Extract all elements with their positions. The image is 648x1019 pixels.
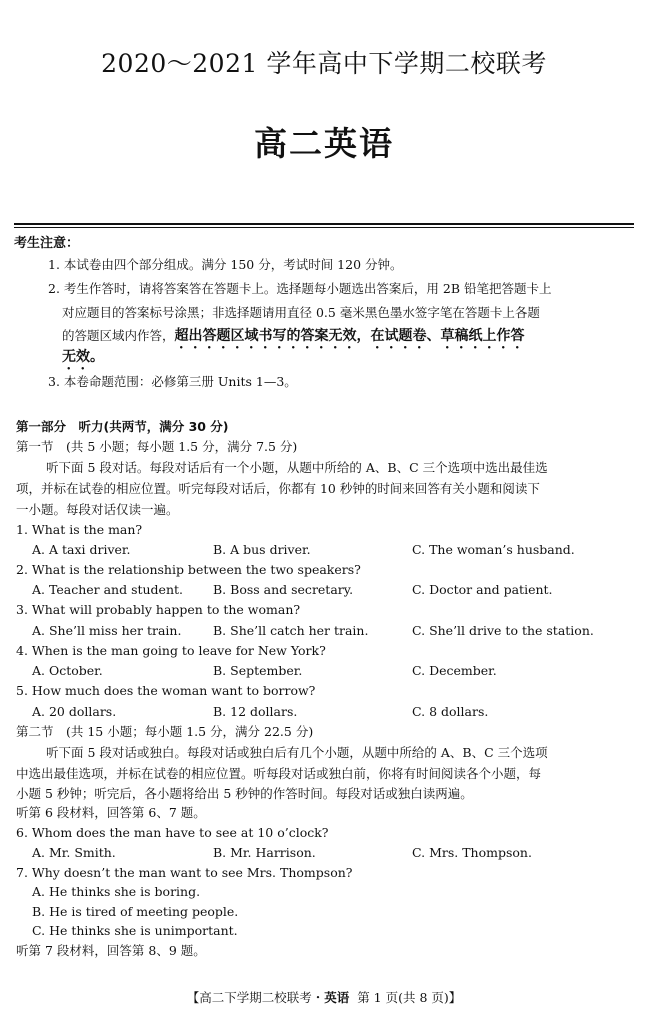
notice-heading: 考生注意： xyxy=(14,236,80,251)
question-3-option-b: B. She’ll catch her train. xyxy=(213,623,369,638)
question-6-option-c: C. Mrs. Thompson. xyxy=(412,845,532,860)
question-7-option-b: B. He is tired of meeting people. xyxy=(32,904,239,919)
question-1-option-a: A. A taxi driver. xyxy=(32,542,131,557)
question-1: 1. What is the man? xyxy=(16,522,143,537)
notice-item-2-line-1: 2. 考生作答时，请将答案答在答题卡上。选择题每小题选出答案后，用 2B 铅笔把答题卡上 xyxy=(48,281,552,296)
footer-page: 第 1 页(共 8 页)】 xyxy=(357,990,462,1005)
part-1-heading: 第一部分 听力(共两节，满分 30 分) xyxy=(16,419,229,434)
question-5-option-c: C. 8 dollars. xyxy=(412,704,489,719)
section-2-instruction-3: 小题 5 秒钟；听完后，各小题将给出 5 秒钟的作答时间。每段对话或独白读两遍。 xyxy=(16,786,473,801)
section-1-instruction-1: 听下面 5 段对话。每段对话后有一个小题，从题中所给的 A、B、C 三个选项中选出最佳选 xyxy=(46,460,548,475)
header-rule-thick xyxy=(14,223,634,225)
question-7-option-a: A. He thinks she is boring. xyxy=(32,884,201,899)
question-3-option-a: A. She’ll miss her train. xyxy=(32,623,182,638)
question-4-option-a: A. October. xyxy=(32,663,103,678)
question-5: 5. How much does the woman want to borrow? xyxy=(16,683,316,698)
question-5-option-b: B. 12 dollars. xyxy=(213,704,298,719)
page-footer xyxy=(0,988,648,1006)
notice-item-2-emphasis-end: 无效。 xyxy=(62,349,104,365)
question-2-option-c: C. Doctor and patient. xyxy=(412,582,553,597)
question-4-option-c: C. December. xyxy=(412,663,497,678)
notice-item-3: 3. 本卷命题范围：必修第三册 Units 1—3。 xyxy=(48,374,297,389)
footer-exam: 【高二下学期二校联考・ xyxy=(186,990,325,1005)
material-7-instruction: 听第 7 段材料，回答第 8、9 题。 xyxy=(16,943,206,958)
notice-item-2-text: 的答题区域内作答， xyxy=(62,328,175,343)
section-2-heading: 第二节 (共 15 小题；每小题 1.5 分，满分 22.5 分) xyxy=(16,724,314,739)
notice-item-2-line-2: 对应题目的答案标号涂黑；非选择题请用直径 0.5 毫米黑色墨水签字笔在答题卡上各题 xyxy=(62,305,540,320)
question-7: 7. Why doesn’t the man want to see Mrs. Thompson? xyxy=(16,865,353,880)
question-6-option-b: B. Mr. Harrison. xyxy=(213,845,316,860)
subject-title: 高二英语 xyxy=(254,124,394,163)
section-1-heading: 第一节 (共 5 小题；每小题 1.5 分，满分 7.5 分) xyxy=(16,439,298,454)
question-2-option-b: B. Boss and secretary. xyxy=(213,582,354,597)
section-1-instruction-2: 项，并标在试卷的相应位置。听完每段对话后，你都有 10 秒钟的时间来回答有关小题和阅读下 xyxy=(16,481,540,496)
question-2-option-a: A. Teacher and student. xyxy=(32,582,184,597)
question-7-option-c: C. He thinks she is unimportant. xyxy=(32,923,238,938)
question-6: 6. Whom does the man have to see at 10 o’clock? xyxy=(16,825,329,840)
notice-item-2-line-3 xyxy=(62,326,525,352)
question-6-option-a: A. Mr. Smith. xyxy=(32,845,116,860)
question-3-option-c: C. She’ll drive to the station. xyxy=(412,623,594,638)
question-4: 4. When is the man going to leave for New York? xyxy=(16,643,326,658)
question-1-option-b: B. A bus driver. xyxy=(213,542,311,557)
question-1-option-c: C. The woman’s husband. xyxy=(412,542,575,557)
header-rule-thin xyxy=(14,227,634,228)
material-6-instruction: 听第 6 段材料，回答第 6、7 题。 xyxy=(16,805,206,820)
question-4-option-b: B. September. xyxy=(213,663,303,678)
question-5-option-a: A. 20 dollars. xyxy=(32,704,117,719)
section-1-instruction-3: 一小题。每段对话仅读一遍。 xyxy=(16,502,179,517)
question-3: 3. What will probably happen to the woman? xyxy=(16,602,301,617)
section-2-instruction-2: 中选出最佳选项，并标在试卷的相应位置。听每段对话或独白前，你将有时间阅读各个小题，每 xyxy=(16,766,542,781)
footer-subject: 英语 xyxy=(324,990,350,1005)
notice-item-1: 1. 本试卷由四个部分组成。满分 150 分，考试时间 120 分钟。 xyxy=(48,257,403,272)
exam-title: 2020～2021 学年高中下学期二校联考 xyxy=(101,49,547,78)
notice-item-2-emphasis: 超出答题区域书写的答案无效，在试题卷、草稿纸上作答 xyxy=(174,328,525,344)
section-2-instruction-1: 听下面 5 段对话或独白。每段对话或独白后有几个小题，从题中所给的 A、B、C 三个选项 xyxy=(46,745,548,760)
question-2: 2. What is the relationship between the two speakers? xyxy=(16,562,361,577)
